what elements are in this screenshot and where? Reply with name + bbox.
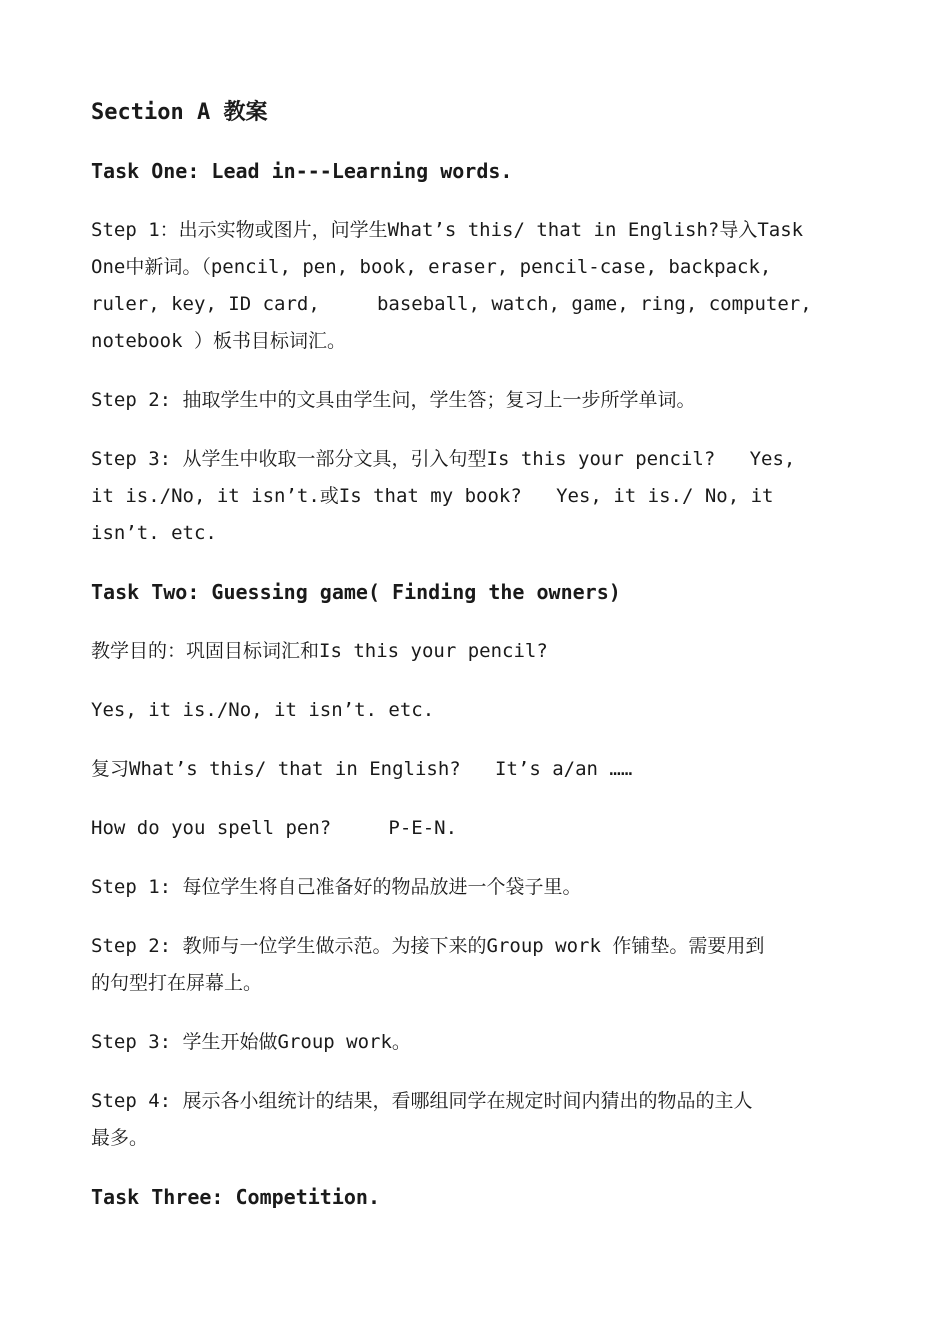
task-two-spell: How do you spell pen? P-E-N. [91, 817, 458, 839]
task-one-step2: Step 2: 抽取学生中的文具由学生问，学生答；复习上一步所学单词。 [91, 389, 696, 411]
task-two-step2-line2: 的句型打在屏幕上。 [91, 972, 263, 994]
task-one-step3-line3: isn’t. etc. [91, 522, 217, 544]
spacer [91, 847, 871, 869]
spacer [91, 1061, 871, 1083]
spacer [91, 190, 871, 212]
task-two-heading: Task Two: Guessing game( Finding the owners) [91, 580, 621, 604]
task-two-step4 [91, 1083, 871, 1157]
task-one-step3 [91, 441, 871, 552]
task-one-step1 [91, 212, 871, 360]
document-title: Section A 教案 [91, 100, 268, 125]
spacer [91, 611, 871, 633]
task-two-step4-line1: Step 4: 展示各小组统计的结果，看哪组同学在规定时间内猜出的物品的主人 [91, 1090, 753, 1112]
task-two-step2 [91, 928, 871, 1002]
task-two-goal: 教学目的：巩固目标词汇和Is this your pencil? [91, 640, 548, 662]
task-one-step1-line1: Step 1：出示实物或图片，问学生What’s this/ that in English?导入Task [91, 219, 804, 241]
task-two-review: 复习What’s this/ that in English? It’s a/an …… [91, 758, 633, 780]
spacer [91, 729, 871, 751]
document-body [91, 94, 871, 1216]
task-one-step1-line2: One中新词。（pencil, pen, book, eraser, pencil-case, backpack, [91, 256, 772, 278]
task-one-step3-line1: Step 3: 从学生中收取一部分文具，引入句型Is this your pencil? Yes, [91, 448, 796, 470]
task-one-step3-line2: it is./No, it isn’t.或Is that my book? Yes, it is./ No, it [91, 485, 774, 507]
spacer [91, 1157, 871, 1179]
spacer [91, 1002, 871, 1024]
task-one-step1-line4: notebook ）板书目标词汇。 [91, 330, 346, 352]
spacer [91, 906, 871, 928]
task-two-answer: Yes, it is./No, it isn’t. etc. [91, 699, 435, 721]
task-one-step1-line3: ruler, key, ID card, baseball, watch, game, ring, computer, [91, 293, 812, 315]
task-three-heading: Task Three: Competition. [91, 1185, 380, 1209]
spacer [91, 670, 871, 692]
task-two-step4-line2: 最多。 [91, 1127, 149, 1149]
spacer [91, 552, 871, 574]
spacer [91, 360, 871, 382]
spacer [91, 131, 871, 153]
spacer [91, 419, 871, 441]
task-two-step2-line1: Step 2: 教师与一位学生做示范。为接下来的Group work 作铺垫。需要用到 [91, 935, 765, 957]
task-two-step1: Step 1: 每位学生将自己准备好的物品放进一个袋子里。 [91, 876, 582, 898]
task-one-heading: Task One: Lead in---Learning words. [91, 159, 513, 183]
task-two-step3: Step 3: 学生开始做Group work。 [91, 1031, 411, 1053]
spacer [91, 788, 871, 810]
